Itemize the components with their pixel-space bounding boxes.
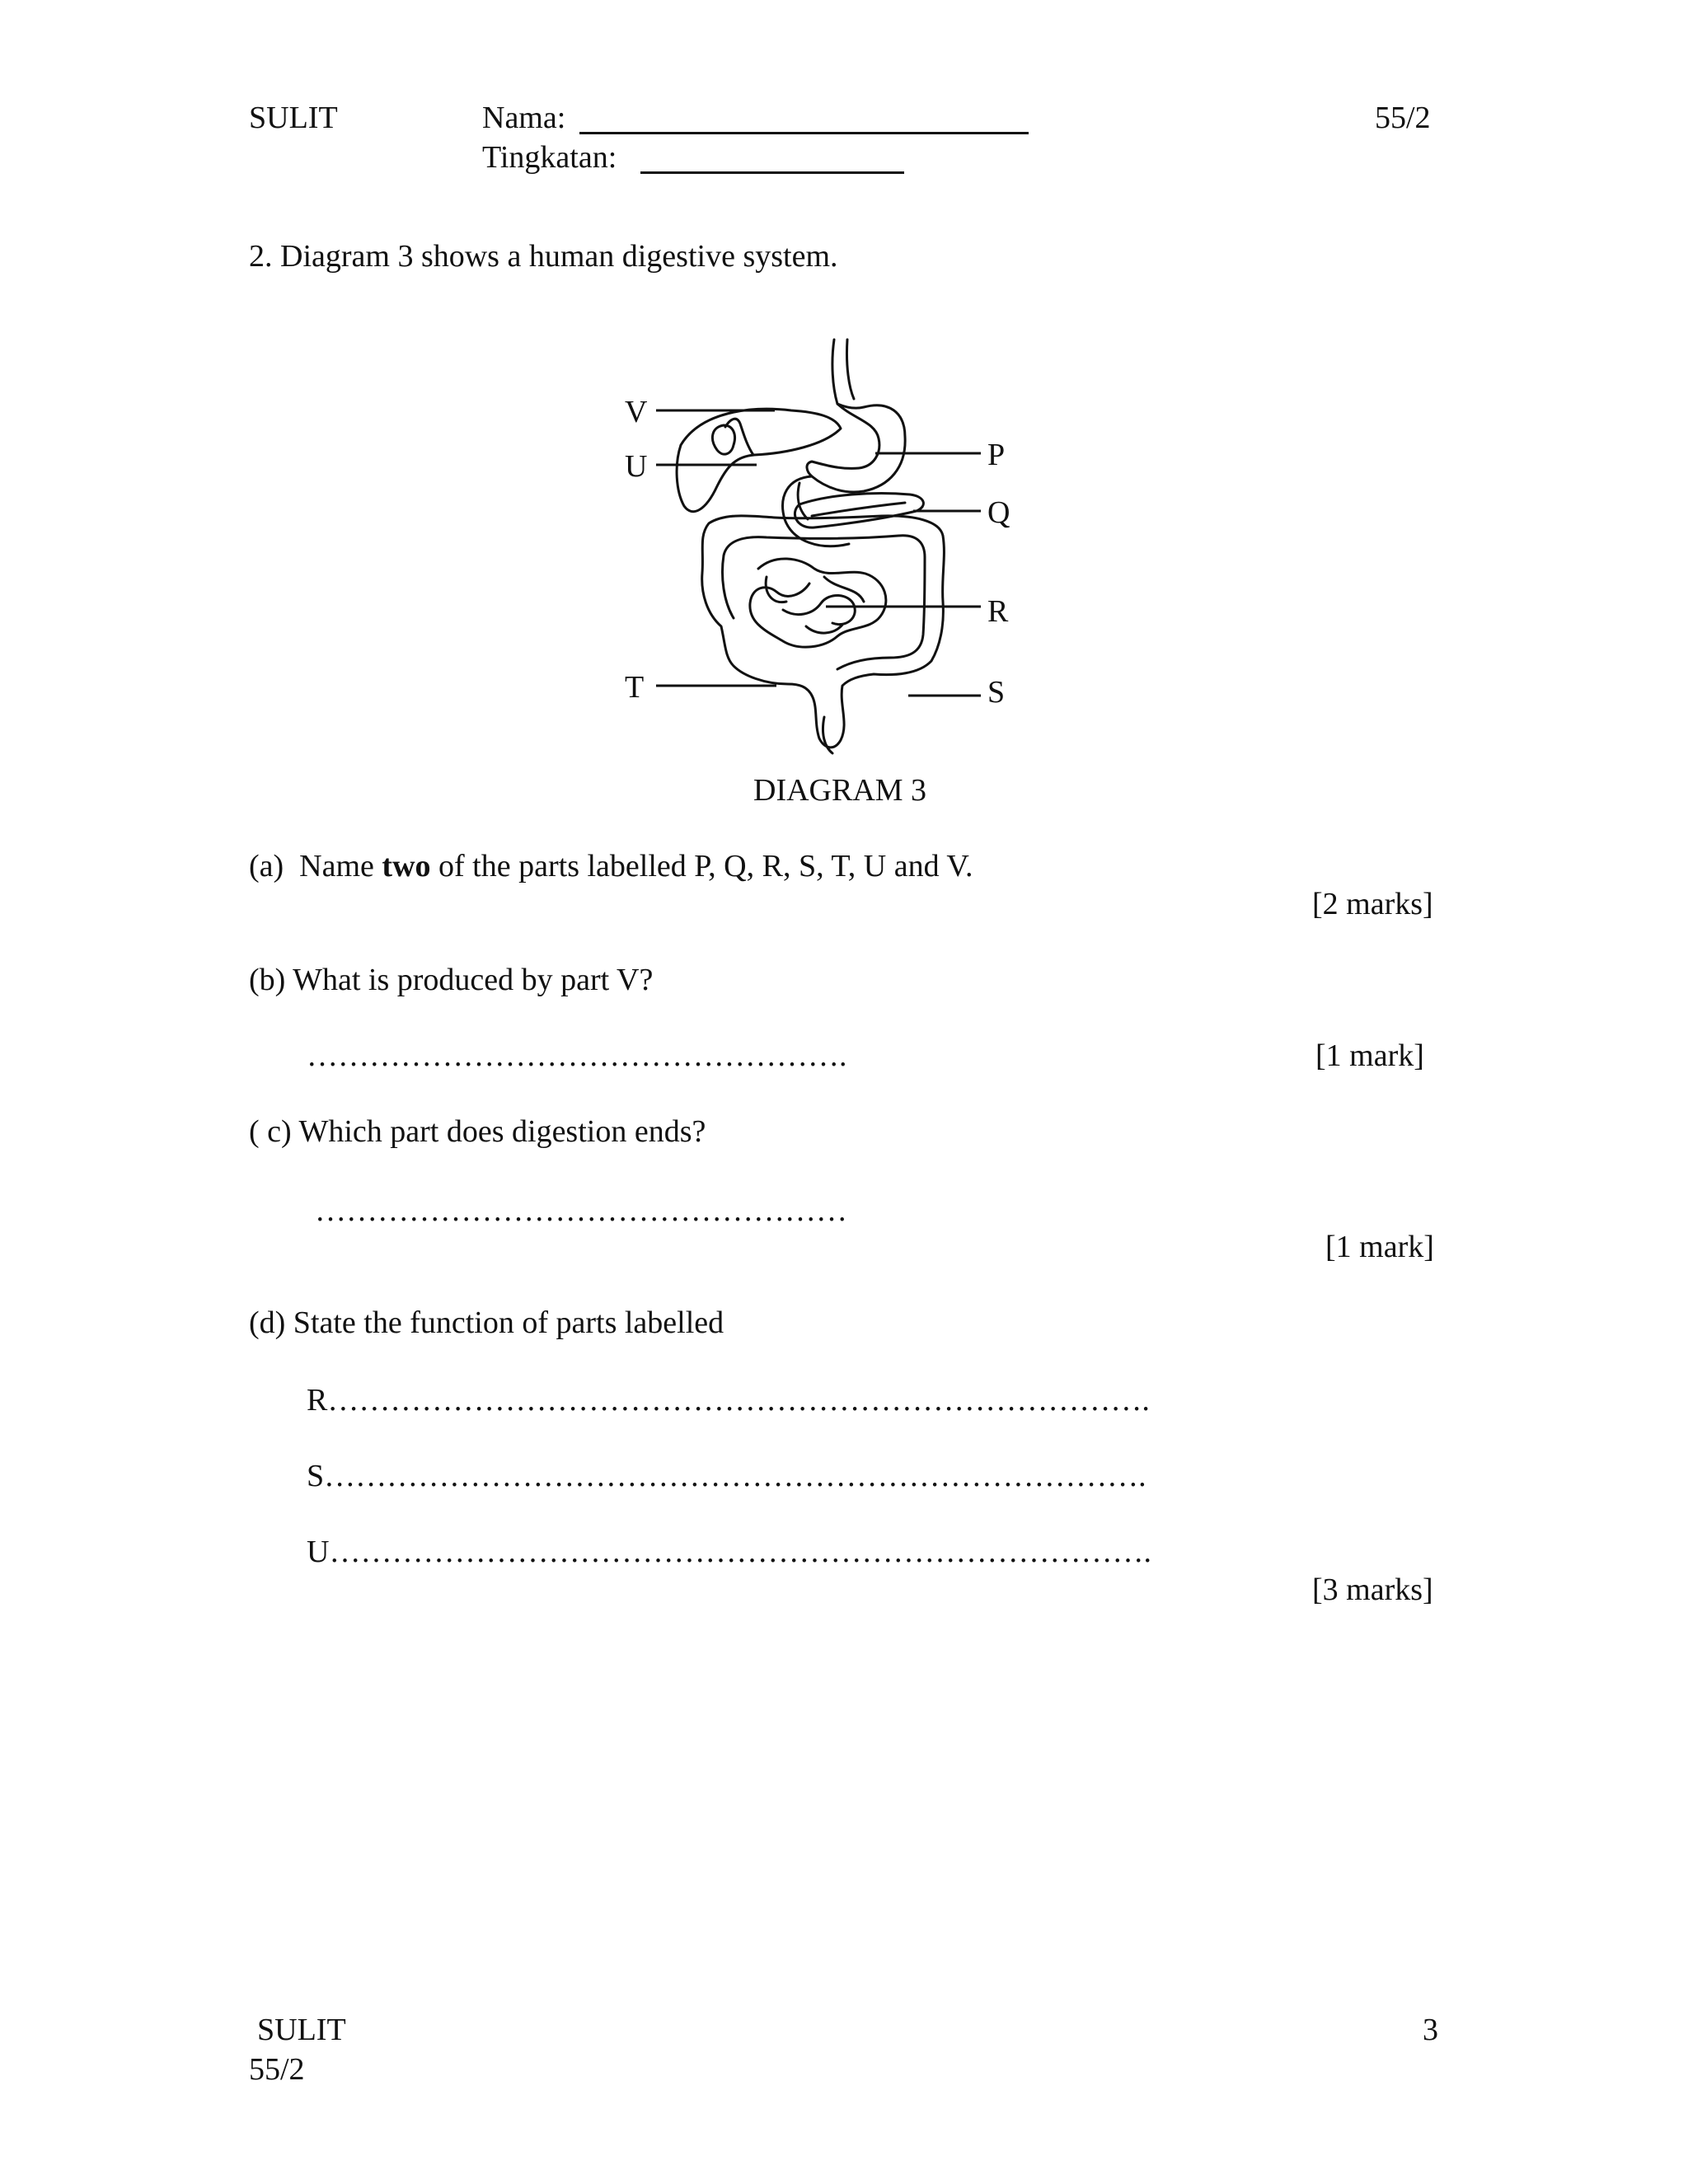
label-t: T — [625, 670, 645, 705]
label-q: Q — [987, 495, 1010, 530]
question-b-answer-line[interactable]: ……………………………………………. — [307, 1038, 847, 1073]
pancreas-shape — [795, 494, 923, 528]
label-u: U — [625, 449, 648, 484]
label-v: V — [625, 395, 648, 429]
question-d-answer-u[interactable]: U……………………………………………………………………. — [307, 1535, 1151, 1569]
esophagus-shape — [832, 340, 854, 404]
nama-field-line[interactable] — [579, 132, 1029, 134]
question-c-marks: [1 mark] — [1325, 1230, 1434, 1264]
liver-shape — [677, 409, 841, 511]
header-sulit: SULIT — [249, 101, 338, 135]
question-a — [249, 851, 973, 882]
header-code: 55/2 — [1375, 101, 1431, 135]
diagram-caption: DIAGRAM 3 — [753, 773, 927, 808]
pancreatic-duct — [812, 503, 905, 516]
small-intestine-shape — [750, 559, 886, 647]
question-b: (b) What is produced by part V? — [249, 963, 654, 997]
question-d-marks: [3 marks] — [1312, 1572, 1433, 1607]
question-a-post: of the parts labelled P, Q, R, S, T, U and V. — [430, 849, 973, 883]
bile-duct-shape — [725, 419, 753, 455]
label-p: P — [987, 438, 1006, 472]
gall-bladder-shape — [712, 425, 734, 454]
digestive-system-diagram — [602, 330, 1047, 775]
tingkatan-label: Tingkatan: — [482, 140, 617, 175]
question-a-marks: [2 marks] — [1312, 887, 1433, 921]
large-intestine-shape — [702, 516, 945, 748]
question-a-bold: two — [382, 849, 431, 883]
footer-page-number: 3 — [1423, 2013, 1438, 2047]
digestive-organs-drawing — [677, 340, 944, 753]
question-c: ( c) Which part does digestion ends? — [249, 1114, 706, 1149]
label-s: S — [987, 675, 1006, 710]
label-r: R — [987, 594, 1009, 629]
nama-label: Nama: — [482, 101, 566, 135]
question-a-pre: (a) Name — [249, 849, 382, 883]
question-d-answer-s[interactable]: S……………………………………………………………………. — [307, 1459, 1146, 1493]
footer-sulit: SULIT — [257, 2013, 346, 2047]
question-c-answer-line[interactable]: …………………………………………… — [315, 1193, 847, 1228]
question-d: (d) State the function of parts labelled — [249, 1305, 724, 1340]
tingkatan-field-line[interactable] — [640, 171, 904, 174]
large-intestine-inner — [723, 536, 926, 669]
stomach-shape — [807, 404, 905, 492]
question-b-marks: [1 mark] — [1315, 1038, 1424, 1073]
question-intro: 2. Diagram 3 shows a human digestive system. — [249, 239, 838, 274]
footer-code: 55/2 — [249, 2052, 305, 2087]
question-d-answer-r[interactable]: R……………………………………………………………………. — [307, 1383, 1150, 1418]
